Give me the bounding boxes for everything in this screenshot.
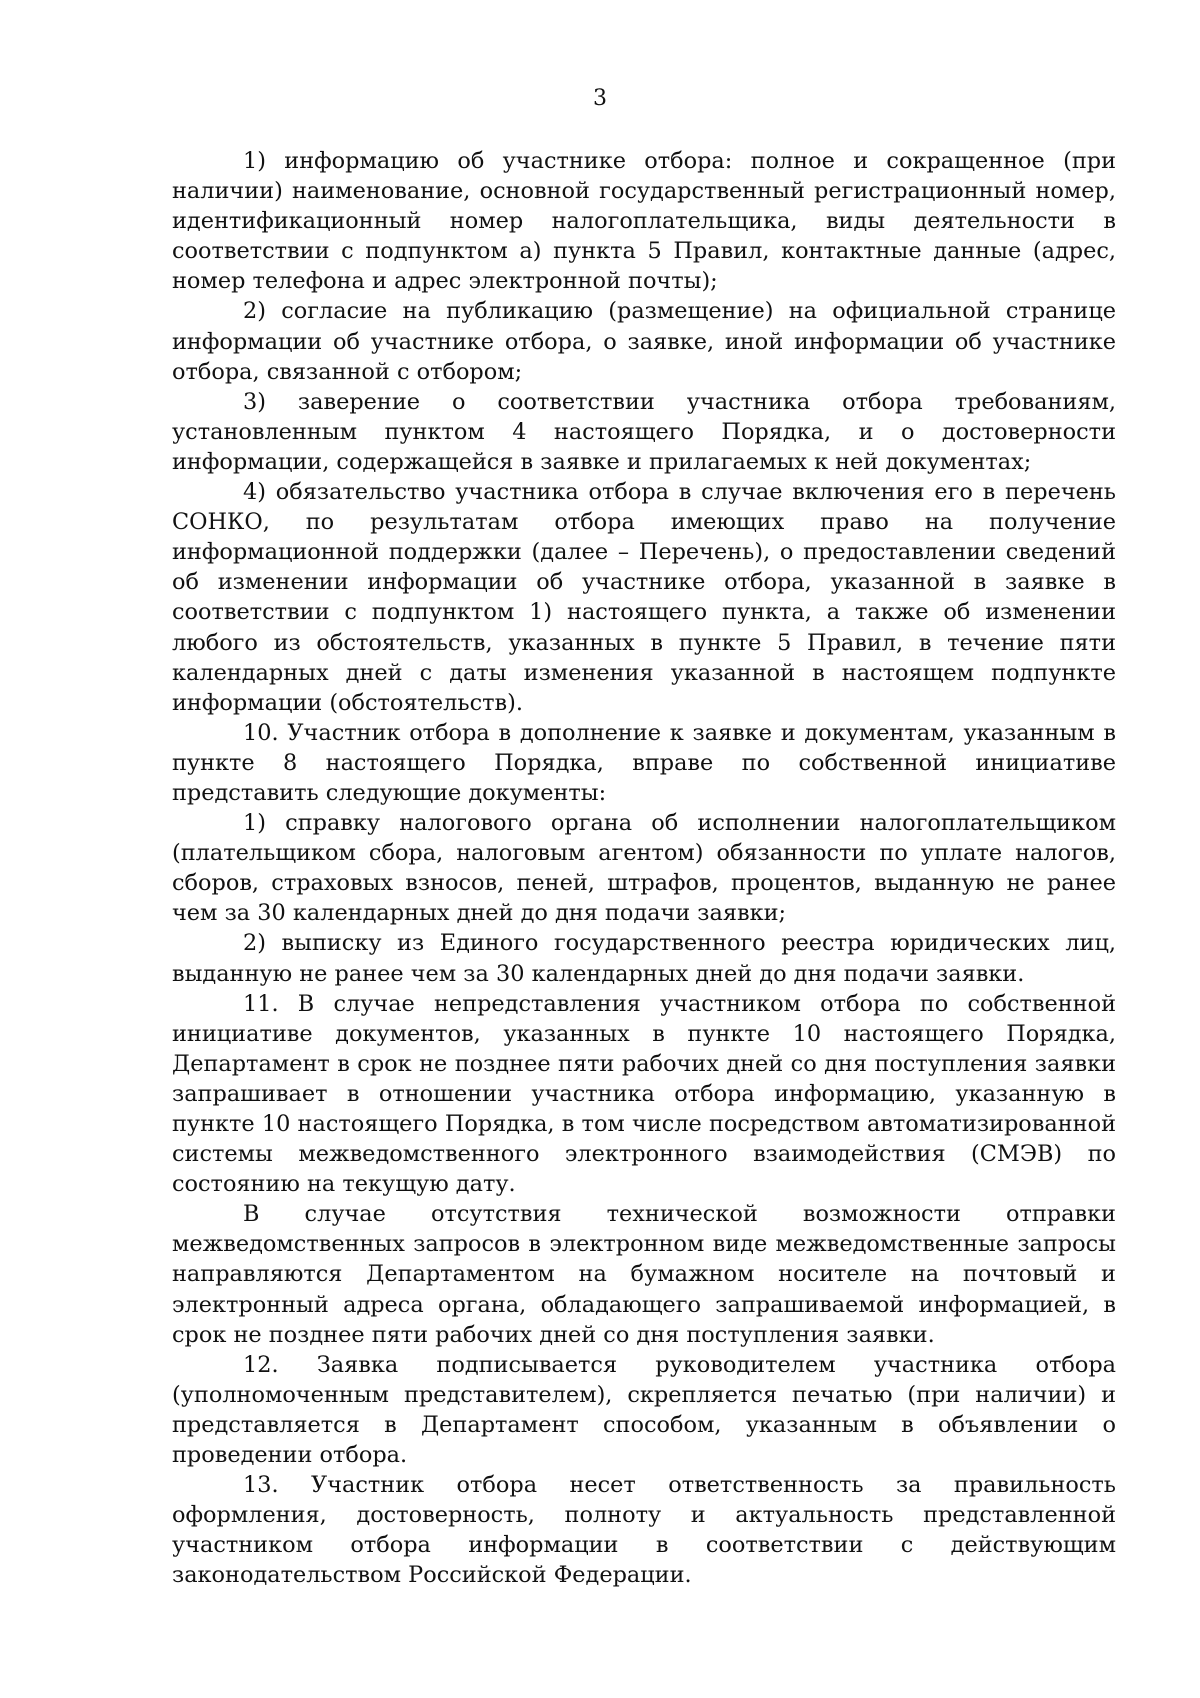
paragraph-item-3-compliance-assurance: 3) заверение о соответствии участника отбора требованиям, установленным пунктом 4 настоящего Порядка, и о достоверности информации, содержащейся в заявке и прилагаемых к ней документах; xyxy=(172,388,1116,475)
page-number: 3 xyxy=(593,86,607,111)
paragraph-clause-13: 13. Участник отбора несет ответственность за правильность оформления, достоверность, полноту и актуальность представленной участником отбора информации в соответствии с действующим законодательством Российской Федерации. xyxy=(172,1472,1116,1589)
paragraph-clause-10-item-2: 2) выписку из Единого государственного реестра юридических лиц, выданную не ранее чем за 30 календарных дней до дня подачи заявки. xyxy=(172,930,1116,987)
paragraph-item-2-publication-consent: 2) согласие на публикацию (размещение) на официальной странице информации об участнике отбора, о заявке, иной информации об участнике отбора, связанной с отбором; xyxy=(172,298,1116,385)
paragraph-clause-12: 12. Заявка подписывается руководителем участника отбора (уполномоченным представителем), скрепляется печатью (при наличии) и представляется в Департамент способом, указанным в объявлении о проведении отбора. xyxy=(172,1351,1116,1469)
paragraph-clause-11: 11. В случае непредставления участником отбора по собственной инициативе документов, указанных в пункте 10 настоящего Порядка, Департамент в срок не позднее пяти рабочих дней со дня поступления заявки запрашивает в отношении участника отбора информацию, указанную в пункте 10 настоящего Порядка, в том числе посредством автоматизированной системы межведомственного электронного взаимодействия (СМЭВ) по состоянию на текущую дату. xyxy=(172,990,1116,1198)
paragraph-clause-10: 10. Участник отбора в дополнение к заявке и документам, указанным в пункте 8 настоящего Порядка, вправе по собственной инициативе представить следующие документы: xyxy=(172,719,1116,806)
document-body xyxy=(172,146,1116,1591)
paragraph-clause-11-continuation: В случае отсутствия технической возможности отправки межведомственных запросов в электронном виде межведомственные запросы направляются Департаментом на бумажном носителе на почтовый и электронный адреса органа, обладающего запрашиваемой информацией, в срок не позднее пяти рабочих дней со дня поступления заявки. xyxy=(172,1201,1116,1348)
paragraph-item-1-participant-info: 1) информацию об участнике отбора: полное и сокращенное (при наличии) наименование, основной государственный регистрационный номер, идентификационный номер налогоплательщика, виды деятельности в соответствии с подпунктом а) пункта 5 Правил, контактные данные (адрес, номер телефона и адрес электронной почты); xyxy=(172,148,1116,295)
paragraph-clause-10-item-1: 1) справку налогового органа об исполнении налогоплательщиком (плательщиком сбора, налоговым агентом) обязанности по уплате налогов, сборов, страховых взносов, пеней, штрафов, процентов, выданную не ранее чем за 30 календарных дней до дня подачи заявки; xyxy=(172,810,1116,927)
paragraph-item-4-obligation: 4) обязательство участника отбора в случае включения его в перечень СОНКО, по результатам отбора имеющих право на получение информационной поддержки (далее – Перечень), о предоставлении сведений об изменении информации об участнике отбора, указанной в заявке в соответствии с подпунктом 1) настоящего пункта, а также об изменении любого из обстоятельств, указанных в пункте 5 Правил, в течение пяти календарных дней с даты изменения указанной в настоящем подпункте информации (обстоятельств). xyxy=(172,479,1116,716)
